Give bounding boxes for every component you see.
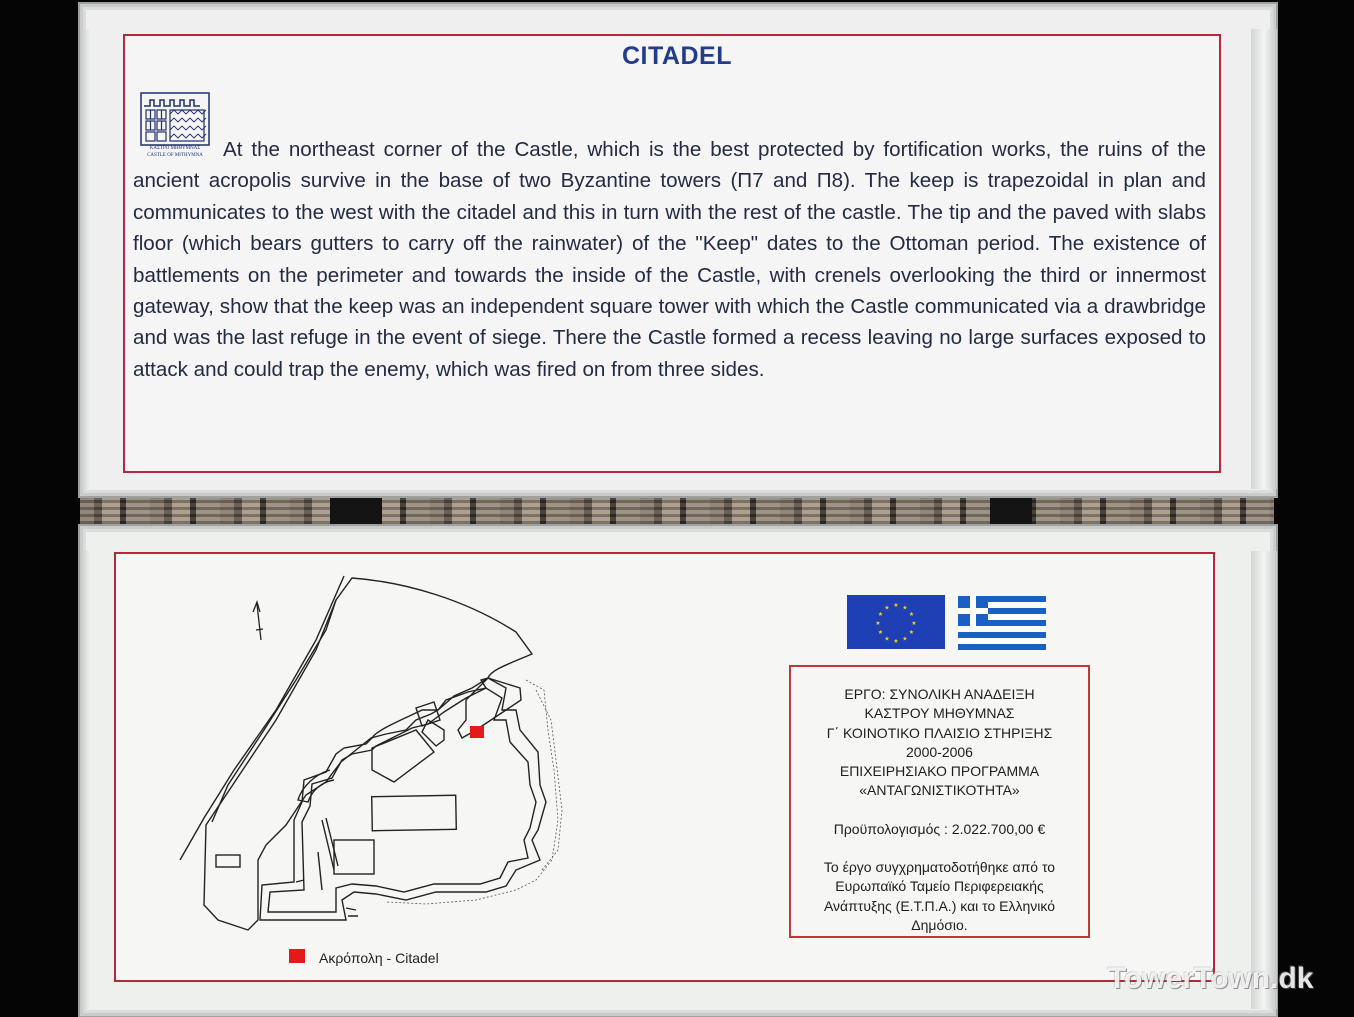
info-line: Γ΄ ΚΟΙΝΟΤΙΚΟ ΠΛΑΙΣΙΟ ΣΤΗΡΙΞΗΣ [826, 724, 1053, 741]
funding-line: Δημόσιο. [911, 916, 968, 933]
info-line: «ΑΝΤΑΓΩΝΙΣΤΙΚΟΤΗΤΑ» [859, 782, 1020, 799]
panel-frame [1251, 29, 1277, 489]
watermark: TowerTown.dk [1108, 962, 1314, 995]
citadel-marker [470, 726, 484, 738]
svg-text:★: ★ [902, 635, 908, 643]
panel-frame [80, 551, 90, 1009]
sign-title: CITADEL [622, 42, 732, 70]
svg-text:★: ★ [884, 635, 890, 643]
panel-frame [80, 29, 90, 489]
svg-text:★: ★ [877, 629, 884, 636]
legend-label: Ακρόπολη - Citadel [319, 950, 439, 966]
info-line: ΕΡΓΟ: ΣΥΝΟΛΙΚΗ ΑΝΑΔΕΙΞΗ [844, 686, 1035, 702]
svg-text:★: ★ [877, 611, 884, 618]
greek-flag-icon [958, 596, 1046, 650]
info-line: ΚΑΣΤΡΟΥ ΜΗΘΥΜΝΑΣ [864, 705, 1015, 722]
svg-text:★: ★ [893, 602, 899, 609]
svg-text:★: ★ [908, 629, 915, 636]
info-line: ΕΠΙΧΕΙΡΗΣΙΑΚΟ ΠΡΟΓΡΑΜΜΑ [839, 763, 1040, 780]
sign-post [990, 494, 1032, 524]
svg-text:★: ★ [911, 620, 917, 627]
logo-caption: ΚΑΣΤΡΟ ΜΗΘΥΜΝΑΣ CASTLE OF MITHYMNA [147, 146, 203, 158]
funding-line: Το έργο συγχρηματοδοτήθηκε από το [823, 859, 1056, 876]
svg-text:★: ★ [884, 604, 890, 612]
svg-text:★: ★ [893, 638, 899, 645]
svg-text:★: ★ [908, 611, 915, 618]
funding-line: Ευρωπαϊκό Ταμείο Περιφερειακής [835, 878, 1044, 895]
citadel-description: At the northeast corner of the Castle, which is the best protected by fortification works, the ruins of the ancient acropolis survive in the base of two Byzantine towers (Π7 and Π8). The keep is trapezoidal in plan and communicates to the west with the citadel and this in turn with the rest of the castle. The tip and the paved with slabs floor (which bears gutters to carry off the rainwater) of the "Keep" dates to the Ottoman period. The existence of battlements on the perimeter and towards the inside of the Castle, with crenels overlooking the third or innermost gateway, show that the keep was an independent square tower with which the Castle communicated via a drawbridge and was the last refuge in the event of siege. There the Castle formed a recess leaving no large surfaces exposed to attack and could trap the enemy, which was fired on from three sides. [133, 138, 1206, 381]
stone-wall-background [80, 494, 1274, 524]
svg-text:★: ★ [902, 604, 908, 612]
sign-post [330, 494, 382, 524]
legend-swatch-citadel [289, 949, 305, 963]
eu-flag-icon [847, 595, 945, 649]
panel-frame [1251, 551, 1277, 1009]
info-line: 2000-2006 [906, 743, 973, 760]
svg-text:★: ★ [875, 620, 881, 627]
project-info-box [789, 665, 1090, 938]
funding-line: Ανάπτυξης (Ε.Τ.Π.Α.) και το Ελληνικό [823, 897, 1056, 914]
budget-line: Προϋπολογισμός : 2.022.700,00 € [833, 820, 1046, 837]
castle-site-plan [176, 570, 576, 940]
